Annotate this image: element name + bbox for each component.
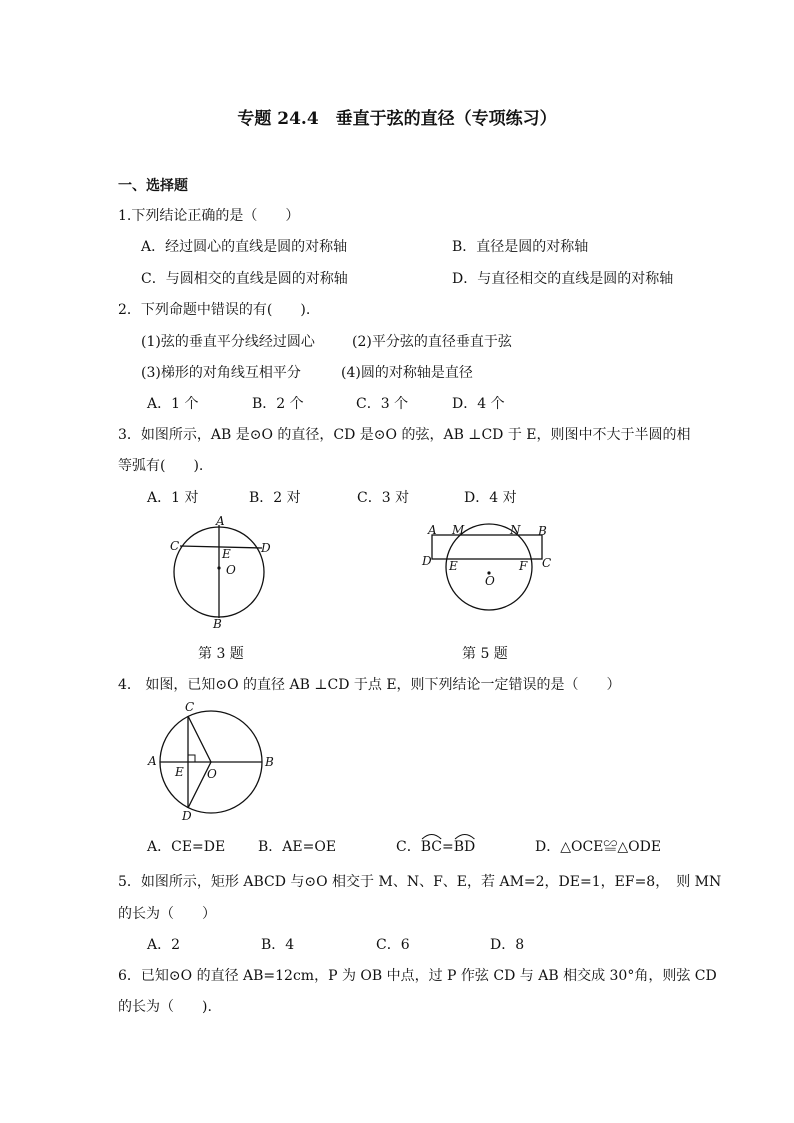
q2-proposition-4: (4)圆的对称轴是直径 [341, 365, 473, 381]
arc-icon [454, 832, 476, 840]
q5-option-d: D．8 [490, 937, 525, 953]
fig5-label-c: C [542, 556, 552, 570]
q4-option-c-prefix: C． [396, 839, 421, 855]
q3-stem-line1: 3．如图所示，AB 是⊙O 的直径，CD 是⊙O 的弦，AB ⊥CD 于 E，则图中不大于半圆的相 [118, 427, 691, 443]
q4-option-b: B．AE=OE [258, 839, 337, 855]
q5-option-b: B．4 [261, 937, 295, 953]
q4-option-a: A．CE=DE [147, 839, 226, 855]
q2-option-c: C．3 个 [356, 396, 409, 412]
arc-bd-label: BD [453, 839, 476, 855]
fig5-label-b: B [538, 524, 547, 538]
q5-stem-line1: 5．如图所示，矩形 ABCD 与⊙O 相交于 M、N、F、E，若 AM=2，DE=1，EF=8， 则 MN [118, 874, 722, 890]
q1-stem: 1.下列结论正确的是（ ） [118, 208, 300, 224]
q6-stem-line2: 的长为（ ). [118, 999, 212, 1015]
fig3-label-d: D [261, 541, 271, 555]
q3-option-d: D．4 对 [464, 490, 517, 506]
q2-proposition-2: (2)平分弦的直径垂直于弦 [352, 334, 512, 350]
q3-option-a: A．1 对 [147, 490, 199, 506]
fig3-label-b: B [213, 617, 222, 631]
q2-option-b: B．2 个 [252, 396, 304, 412]
section-heading: 一、选择题 [118, 178, 188, 194]
q3-option-b: B．2 对 [249, 490, 301, 506]
q1-option-c: C．与圆相交的直线是圆的对称轴 [141, 271, 348, 287]
fig4-label-o: O [207, 767, 217, 781]
figure-4-diagram [145, 698, 280, 823]
q4-option-c-equals: = [441, 839, 454, 855]
fig5-label-o: O [485, 574, 495, 588]
q3-option-c: C．3 对 [357, 490, 410, 506]
arc-bd [454, 838, 476, 856]
q2-stem: 2．下列命题中错误的有( ). [118, 302, 311, 318]
fig4-label-e: E [175, 765, 184, 779]
q4-option-c [396, 838, 475, 856]
q1-option-b: B．直径是圆的对称轴 [452, 239, 589, 255]
arc-bc-label: BC [420, 839, 442, 855]
q1-option-d: D．与直径相交的直线是圆的对称轴 [452, 271, 674, 287]
q2-option-a: A．1 个 [147, 396, 199, 412]
q4-stem: 4． 如图，已知⊙O 的直径 AB ⊥CD 于点 E，则下列结论一定错误的是（ ） [118, 677, 621, 693]
fig5-label-f: F [519, 559, 528, 573]
fig4-label-d: D [182, 809, 192, 823]
q1-option-a: A．经过圆心的直线是圆的对称轴 [141, 239, 348, 255]
q6-stem-line1: 6．已知⊙O 的直径 AB=12cm，P 为 OB 中点，过 P 作弦 CD 与 AB 相交成 30°角，则弦 CD [118, 968, 717, 984]
q2-option-d: D．4 个 [452, 396, 505, 412]
q5-option-a: A．2 [147, 937, 181, 953]
figure-3-caption: 第 3 题 [198, 646, 244, 662]
fig5-label-m: M [452, 523, 465, 537]
fig3-label-o: O [226, 563, 236, 577]
fig5-label-n: N [510, 523, 521, 537]
q3-stem-line2: 等弧有( ). [118, 458, 204, 474]
fig5-label-a: A [428, 523, 437, 537]
fig3-label-c: C [170, 539, 180, 553]
fig4-label-c: C [185, 700, 195, 714]
q2-proposition-1: (1)弦的垂直平分线经过圆心 [141, 334, 315, 350]
fig4-label-a: A [148, 754, 157, 768]
q2-proposition-3: (3)梯形的对角线互相平分 [141, 365, 301, 381]
fig4-label-b: B [265, 755, 274, 769]
fig5-label-d: D [422, 554, 432, 568]
fig5-label-e: E [449, 559, 458, 573]
page-title: 专题 24.4 垂直于弦的直径（专项练习） [237, 109, 557, 129]
arc-icon [421, 832, 442, 840]
q5-stem-line2: 的长为（ ） [118, 906, 216, 922]
figure-5-diagram [418, 515, 563, 615]
arc-bc [421, 838, 442, 856]
q5-option-c: C．6 [376, 937, 410, 953]
q4-option-d: D．△OCE≌△ODE [535, 839, 662, 855]
fig3-label-a: A [216, 514, 225, 528]
figure-5-caption: 第 5 题 [462, 646, 508, 662]
figure-3-diagram [160, 512, 280, 632]
fig3-label-e: E [222, 547, 231, 561]
